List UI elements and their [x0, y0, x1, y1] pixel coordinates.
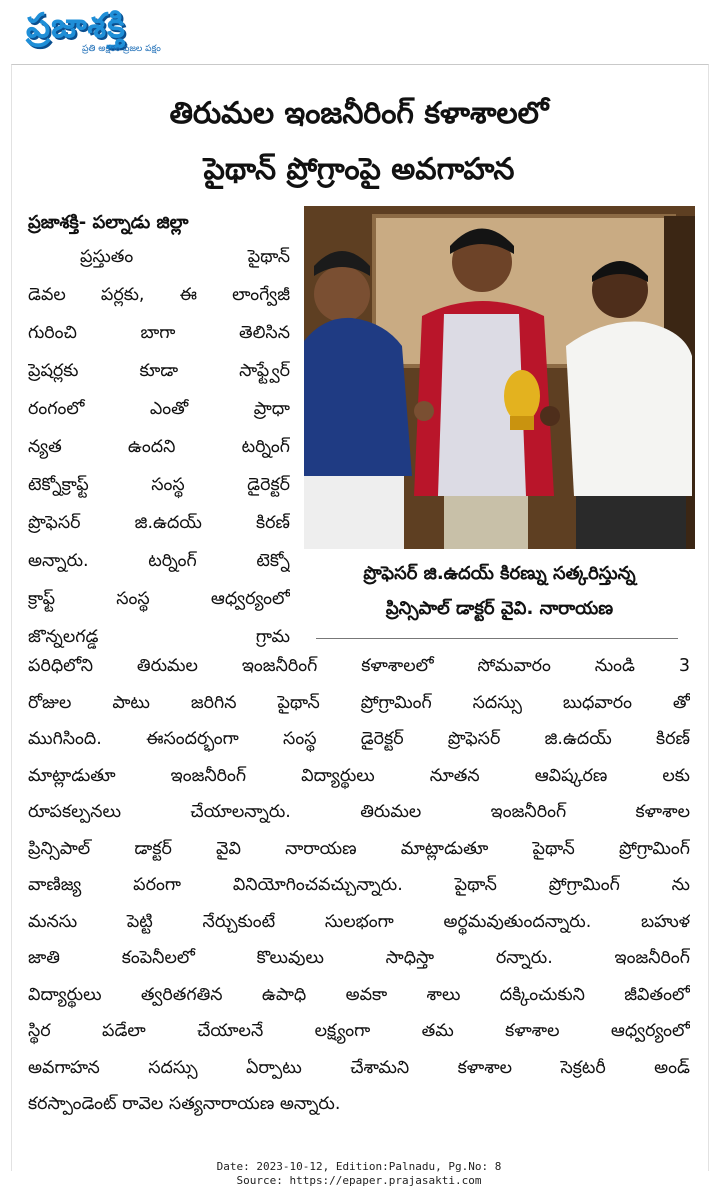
column-line: క్రాఫ్ట్ సంస్థ ఆధ్వర్యంలో	[28, 589, 290, 609]
newspaper-logo	[26, 6, 204, 56]
column-line: టెక్నోక్రాఫ్ట్ సంస్థ డైరెక్టర్	[28, 475, 290, 495]
photo-caption-line-1: ప్రొఫెసర్ జి.ఉదయ్ కిరణ్ను సత్కరిస్తున్న	[363, 563, 636, 584]
caption-divider	[316, 638, 678, 639]
column-line: ప్రెషర్లకు కూడా సాఫ్ట్వేర్	[28, 361, 290, 381]
body-line: విద్యార్థులు త్వరితగతిన ఉపాధి అవకా శాలు దక్కించుకుని జీవితంలో	[28, 984, 690, 1005]
logo-text: ప్రజాశక్తి	[26, 6, 126, 46]
body-line: పరిధిలోని తిరుమల ఇంజనీరింగ్ కళాశాలలో సోమవారం నుండి 3	[28, 656, 690, 676]
column-line: గురించి బాగా తెలిసిన	[28, 323, 290, 343]
logo-tagline: ప్రతి అక్షరం ప్రజల పక్షం	[82, 44, 161, 54]
column-text	[28, 238, 290, 656]
body-line: మనసు పెట్టి నేర్చుకుంటే సులభంగా అర్థమవుతుందన్నారు. బహుళ	[28, 911, 690, 932]
masthead	[0, 0, 718, 62]
body-line: స్థిర పడేలా చేయాలనే లక్ష్యంగా తమ కళాశాల ఆధ్వర్యంలో	[28, 1021, 690, 1041]
body-line: రూపకల్పనలు చేయాలన్నారు. తిరుమల ఇంజనీరింగ్ కళాశాల	[28, 802, 690, 822]
photo-caption-line-2: ప్రిన్సిపాల్ డాక్టర్ వైవి. నారాయణ	[385, 598, 614, 619]
column-line: న్యత ఉందని టర్నింగ్	[28, 437, 290, 457]
headline-line-1: తిరుమల ఇంజనీరింగ్ కళాశాలలో	[169, 96, 549, 131]
column-line: ప్రస్తుతం పైథాన్	[80, 247, 290, 267]
photo-illustration	[304, 206, 695, 549]
column-line: జొన్నలగడ్డ గ్రామ	[28, 627, 290, 647]
body-line: మాట్లాడుతూ ఇంజనీరింగ్ విద్యార్థులు నూతన ఆవిష్కరణ లకు	[28, 765, 690, 786]
epaper-footer	[0, 1160, 718, 1188]
news-photo	[304, 206, 695, 549]
body-line: రోజుల పాటు జరిగిన పైథాన్ ప్రోగ్రామింగ్ సదస్సు బుధవారం తో	[28, 692, 690, 713]
body-line: ముగిసింది. ఈసందర్భంగా సంస్థ డైరెక్టర్ ప్రొఫెసర్ జి.ఉదయ్ కిరణ్	[28, 729, 690, 749]
column-line: ప్రొఫెసర్ జి.ఉదయ్ కిరణ్	[28, 513, 290, 533]
body-line: అవగాహన సదస్సు ఏర్పాటు చేశామని కళాశాల సెక్రటరీ అండ్	[28, 1057, 690, 1078]
column-line: అన్నారు. టర్నింగ్ టెక్నో	[28, 551, 290, 571]
headline-line-2: పైథాన్ ప్రోగ్రాంపై అవగాహన	[203, 152, 515, 187]
dateline: ప్రజాశక్తి- పల్నాడు జిల్లా	[28, 212, 189, 233]
footer-source: Source: https://epaper.prajasakti.com	[236, 1174, 482, 1187]
body-line: ప్రిన్సిపాల్ డాక్టర్ వైవి నారాయణ మాట్లాడుతూ పైథాన్ ప్రోగ్రామింగ్	[28, 838, 690, 859]
article-body	[28, 648, 690, 1123]
body-line: కరస్పాండెంట్ రావెల సత్యనారాయణ అన్నారు.	[28, 1094, 341, 1114]
body-line: వాణిజ్య పరంగా వినియోగించవచ్చున్నారు. పైథాన్ ప్రోగ్రామింగ్ ను	[28, 875, 690, 895]
column-line: రంగంలో ఎంతో ప్రాధా	[28, 399, 290, 419]
footer-date-edition: Date: 2023-10-12, Edition:Palnadu, Pg.No: 8	[216, 1160, 502, 1173]
column-line: డెవల పర్లకు, ఈ లాంగ్వేజీ	[28, 285, 290, 305]
body-line: జాతి కంపెనీలలో కొలువులు సాధిస్తా రన్నారు. ఇంజనీరింగ్	[28, 948, 690, 968]
